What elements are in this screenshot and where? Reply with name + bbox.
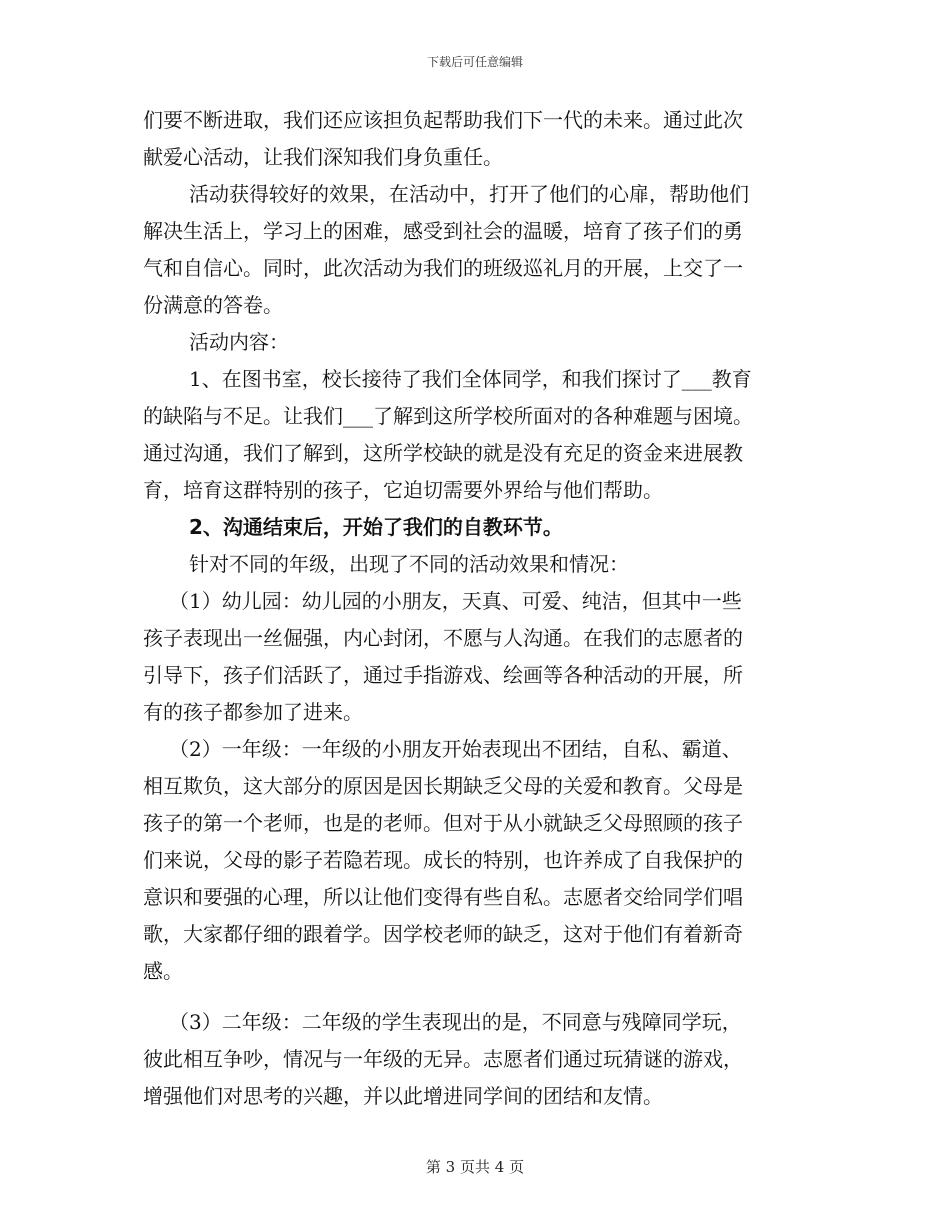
- paragraph-line: 解决生活上，学习上的困难，感受到社会的温暖，培育了孩子们的勇: [143, 219, 743, 243]
- paragraph-line: 育，培育这群特别的孩子，它迫切需要外界给与他们帮助。: [143, 478, 663, 502]
- paragraph-line: 活动获得较好的效果，在活动中，打开了他们的心扉，帮助他们: [189, 182, 749, 206]
- paragraph-line: 增强他们对思考的兴趣，并以此增进同学间的团结和友情。: [143, 1084, 663, 1108]
- paragraph-line: 献爱心活动，让我们深知我们身负重任。: [143, 145, 503, 169]
- paragraph-line: 气和自信心。同时，此次活动为我们的班级巡礼月的开展，上交了一: [143, 256, 743, 280]
- paragraph-line: （3）二年级：二年级的学生表现出的是，不同意与残障同学玩，: [169, 1010, 742, 1034]
- paragraph-line: 通过沟通，我们了解到，这所学校缺的就是没有充足的资金来进展教: [143, 441, 743, 465]
- paragraph-line: 有的孩子都参加了进来。: [143, 700, 363, 724]
- page-header: 下载后可任意编辑: [426, 55, 523, 69]
- bold-subheading: 2、沟通结束后，开始了我们的自教环节。: [189, 515, 563, 539]
- paragraph-line: 份满意的答卷。: [143, 293, 283, 317]
- paragraph-line: 针对不同的年级，出现了不同的活动效果和情况：: [189, 552, 629, 576]
- paragraph-line: 们来说，父母的影子若隐若现。成长的特别，也许养成了自我保护的: [143, 848, 743, 872]
- paragraph-line: 意识和要强的心理，所以让他们变得有些自私。志愿者交给同学们唱: [143, 885, 743, 909]
- page-footer: 第 3 页共 4 页: [425, 1158, 525, 1176]
- paragraph-line: 相互欺负，这大部分的原因是因长期缺乏父母的关爱和教育。父母是: [143, 774, 743, 798]
- paragraph-line: 彼此相互争吵，情况与一年级的无异。志愿者们通过玩猜谜的游戏，: [143, 1047, 743, 1071]
- paragraph-line: 孩子的第一个老师，也是的老师。但对于从小就缺乏父母照顾的孩子: [143, 811, 743, 835]
- paragraph-line: （1）幼儿园：幼儿园的小朋友，天真、可爱、纯洁，但其中一些: [169, 589, 742, 613]
- paragraph-line: 感。: [143, 959, 183, 983]
- document-body: [143, 102, 811, 1115]
- paragraph-line: 们要不断进取，我们还应该担负起帮助我们下一代的未来。通过此次: [143, 108, 743, 132]
- section-heading: 活动内容：: [189, 330, 289, 354]
- paragraph-line: 的缺陷与不足。让我们___了解到这所学校所面对的各种难题与困境。: [143, 404, 753, 428]
- paragraph-line: （2）一年级：一年级的小朋友开始表现出不团结，自私、霸道、: [169, 737, 742, 761]
- paragraph-line: 引导下，孩子们活跃了，通过手指游戏、绘画等各种活动的开展，所: [143, 663, 743, 687]
- paragraph-line: 孩子表现出一丝倔强，内心封闭，不愿与人沟通。在我们的志愿者的: [143, 626, 743, 650]
- paragraph-line: 1、在图书室，校长接待了我们全体同学，和我们探讨了___教育: [189, 367, 752, 391]
- paragraph-line: 歌，大家都仔细的跟着学。因学校老师的缺乏，这对于他们有着新奇: [143, 922, 743, 946]
